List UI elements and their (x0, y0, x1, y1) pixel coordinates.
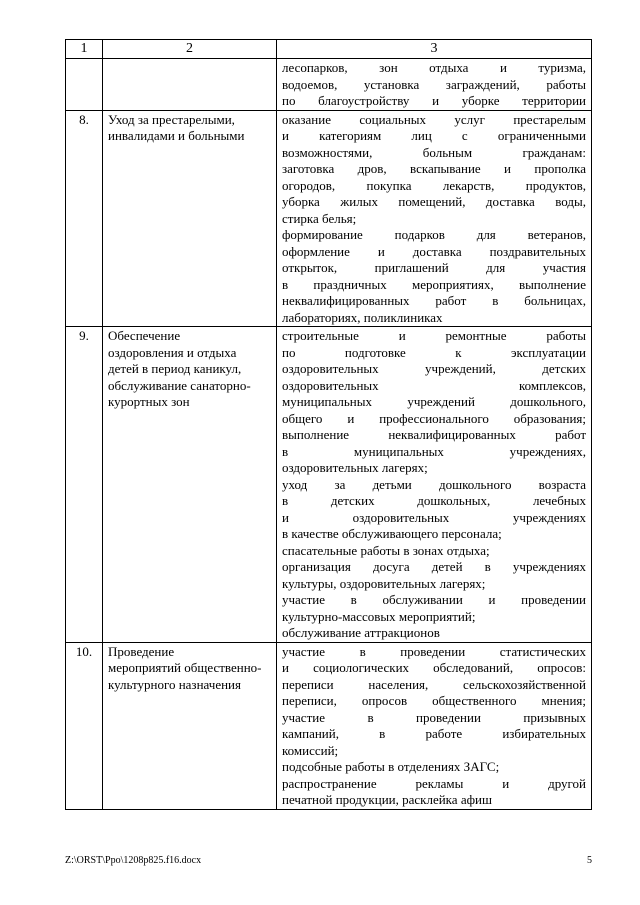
work-description-line: в муниципальных учреждениях, (282, 443, 586, 459)
work-description-line: по благоустройству и уборке территории (282, 93, 586, 108)
table-row (66, 59, 592, 111)
work-description-line: оформление и доставка поздравительных (282, 243, 586, 259)
row-number: 9. (66, 327, 103, 643)
table-row (66, 110, 592, 327)
work-description-line: и категориям лиц с ограниченными (282, 128, 586, 143)
work-description-line: переписи, опросов общественного мнения; (282, 693, 586, 708)
header-col-3: 3 (277, 40, 592, 59)
work-description-line: в праздничных мероприятиях, выполнение (282, 276, 586, 292)
work-description-line: культуры, оздоровительных лагерях; (282, 575, 486, 591)
work-description-line: подсобные работы в отделениях ЗАГС; (282, 759, 500, 774)
work-description-line: муниципальных учреждений дошкольного, (282, 394, 586, 409)
work-type-line: инвалидами и больными (108, 128, 245, 143)
work-description-line: участие в проведении статистических (282, 643, 586, 659)
work-description-line: стирка белья; (282, 210, 357, 226)
work-description-line: кампаний, в работе избирательных (282, 726, 586, 741)
table-header-row (66, 40, 592, 59)
work-description-line: по подготовке к эксплуатации (282, 344, 586, 360)
work-description-line: открыток, приглашений для участия (282, 260, 586, 275)
work-description-line: спасательные работы в зонах отдыха; (282, 542, 490, 558)
footer-file-path: Z:\ORST\Ppo\1208p825.f16.docx (65, 855, 202, 866)
footer-page-number: 5 (587, 855, 592, 866)
work-description-line: выполнение неквалифицированных работ (282, 427, 586, 442)
row-number (66, 59, 103, 111)
work-type-line: детей в период каникул, (108, 361, 242, 376)
row-number: 10. (66, 642, 103, 809)
work-description-line: печатной продукции, расклейка афиш (282, 792, 492, 807)
work-description-line: распространение рекламы и другой (282, 775, 586, 791)
work-type-cell (103, 327, 277, 643)
work-description-line: комиссий; (282, 742, 339, 758)
work-description-line: культурно-массовых мероприятий; (282, 608, 476, 624)
header-col-2: 2 (103, 40, 277, 59)
work-description-line: уборка жилых помещений, доставка воды, (282, 194, 586, 209)
work-description-line: общего и профессионального образования; (282, 410, 586, 426)
work-description-line: заготовка дров, вскапывание и прополка (282, 161, 586, 176)
work-description-line: в качестве обслуживающего персонала; (282, 526, 502, 541)
work-type-line: Обеспечение (108, 328, 181, 343)
work-type-line: Уход за престарелыми, (108, 111, 235, 127)
work-description-line: уход за детьми дошкольного возраста (282, 476, 586, 492)
document-table (65, 39, 592, 810)
work-type-cell (103, 642, 277, 809)
work-description-line: и оздоровительных учреждениях (282, 509, 586, 525)
work-description-cell (277, 327, 592, 643)
work-description-line: в детских дошкольных, лечебных (282, 493, 586, 508)
work-type-cell (103, 110, 277, 327)
work-description-line: водоемов, установка заграждений, работы (282, 76, 586, 92)
work-description-line: огородов, покупка лекарств, продуктов, (282, 177, 586, 193)
work-description-line: строительные и ремонтные работы (282, 328, 586, 343)
work-description-line: оздоровительных комплексов, (282, 377, 586, 393)
work-type-line: мероприятий общественно- (108, 660, 262, 675)
work-description-cell (277, 59, 592, 111)
work-type-line: Проведение (108, 643, 175, 659)
work-description-line: возможностями, больным гражданам: (282, 144, 586, 160)
work-description-line: участие в обслуживании и проведении (282, 592, 586, 607)
work-type-line: культурного назначения (108, 676, 241, 692)
work-description-line: оздоровительных учреждений, детских (282, 361, 586, 376)
work-type-line: курортных зон (108, 394, 190, 409)
table-row (66, 327, 592, 643)
header-col-1: 1 (66, 40, 103, 59)
work-description-line: обслуживание аттракционов (282, 625, 440, 640)
row-number: 8. (66, 110, 103, 327)
table-row (66, 642, 592, 809)
work-description-line: оказание социальных услуг престарелым (282, 111, 586, 127)
work-description-cell (277, 110, 592, 327)
work-type-line: обслуживание санаторно- (108, 377, 251, 393)
work-description-line: неквалифицированных работ в больницах, (282, 293, 586, 308)
work-description-line: лабораториях, поликлиниках (282, 309, 443, 325)
work-description-line: лесопарков, зон отдыха и туризма, (282, 60, 586, 75)
work-type-line: оздоровления и отдыха (108, 344, 237, 360)
work-description-line: участие в проведении призывных (282, 709, 586, 725)
work-description-cell (277, 642, 592, 809)
work-type-cell (103, 59, 277, 111)
work-description-line: переписи населения, сельскохозяйственной (282, 676, 586, 692)
work-description-line: организация досуга детей в учреждениях (282, 559, 586, 574)
work-description-line: и социологических обследований, опросов: (282, 660, 586, 675)
work-description-line: оздоровительных лагерях; (282, 460, 428, 475)
work-description-line: формирование подарков для ветеранов, (282, 227, 586, 242)
